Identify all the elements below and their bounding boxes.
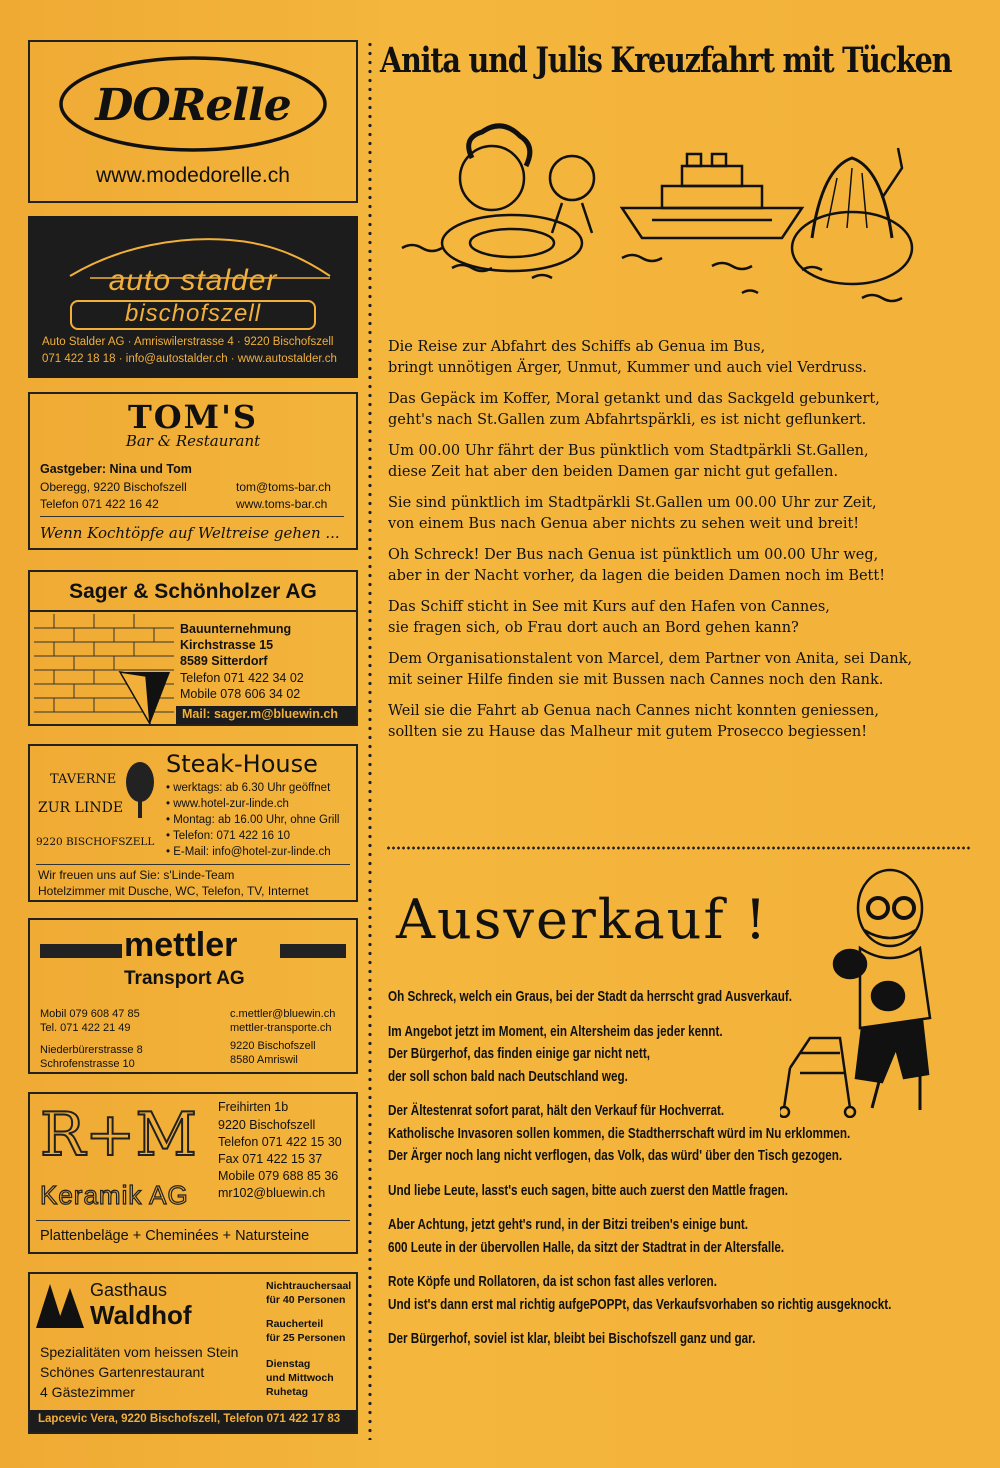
stanza-line: Um 00.00 Uhr fährt der Bus pünktlich vom Stadtpärkli St.Gallen, [388,443,869,459]
stanza-line: sie fragen sich, ob Frau dort auch an Bord gehen kann? [388,620,799,636]
tree-icon [120,760,160,820]
mettler-city-2: 8580 Amriswil [230,1054,298,1066]
stanza-line: Aber Achtung, jetzt geht's rund, in der Bitzi treiben's einige bunt. [388,1216,749,1233]
mettler-phone: Tel. 071 422 21 49 [40,1022,131,1034]
stanza-line: Oh Schreck! Der Bus nach Genua ist pünktlich um 00.00 Uhr weg, [388,547,879,563]
sager-mail[interactable]: Mail: sager.m@bluewin.ch [182,707,338,721]
ad-taverne-zur-linde [28,744,358,902]
brick-wall-icon [34,614,174,726]
ad-auto-stalder [28,216,358,378]
linde-divider [36,864,350,865]
mettler-bar-right [280,944,346,958]
mettler-name: mettler [124,926,238,964]
stanza [388,1180,984,1203]
mettler-address-1: Niederbürerstrasse 8 [40,1044,143,1056]
stanza [388,649,978,691]
auto-stalder-town: bischofszell [124,300,262,327]
article2-title: Ausverkauf ! [396,888,769,951]
stanza-line: Die Reise zur Abfahrt des Schiffs ab Genua im Bus, [388,339,766,355]
waldhof-footer: Lapcevic Vera, 9220 Bischofszell, Telefon 071 422 17 83 [38,1413,341,1425]
waldhof-special-1: Spezialitäten vom heissen Stein [40,1344,239,1360]
stanza [388,1100,984,1168]
linde-bullet-2[interactable]: • www.hotel-zur-linde.ch [166,798,289,810]
stanza [388,597,978,639]
sager-line-2: Kirchstrasse 15 [180,638,274,652]
linde-bullet-5[interactable]: • E-Mail: info@hotel-zur-linde.ch [166,846,331,858]
rm-subtitle: Keramik AG [40,1180,189,1210]
stanza-line: Und ist's dann erst mal richtig aufgePOPPt, das Verkaufsvorhaben so richtig ausgeknockt. [388,1295,892,1313]
stanza-line: der soll schon bald nach Deutschland weg. [388,1067,628,1085]
waldhof-right-4: für 25 Personen [266,1332,346,1344]
toms-subtitle: Bar & Restaurant [125,432,261,450]
stanza-line: Im Angebot jetzt im Moment, ein Altersheim das jeder kennt. [388,1022,723,1040]
stanza [388,1271,984,1316]
stanza-line: Der Ärger noch lang nicht verflogen, das Volk, das würd' über den Tisch gezogen. [388,1147,843,1164]
linde-bullet-3: • Montag: ab 16.00 Uhr, ohne Grill [166,814,340,826]
stanza [388,545,978,587]
stanza-line: Der Bürgerhof, das finden einige gar nicht nett, [388,1045,650,1062]
stanza [388,389,978,431]
mettler-bar-left [40,944,122,958]
toms-address: Oberegg, 9220 Bischofszell [40,480,187,494]
stanza-line: geht's nach St.Gallen zum Abfahrtspärkli, es ist nicht geflunkert. [388,412,867,428]
mettler-web[interactable]: mettler-transporte.ch [230,1022,332,1034]
toms-email[interactable]: tom@toms-bar.ch [236,480,331,494]
ad-toms-bar [28,392,358,550]
stanza-line: 600 Leute in der übervollen Halle, da sitzt der Stadtrat in der Altersfalle. [388,1238,785,1256]
dorelle-logo: DORelle [95,80,291,131]
mettler-subtitle: Transport AG [124,968,245,989]
sager-title: Sager & Schönholzer AG [69,580,317,603]
rm-divider [36,1220,350,1221]
waldhof-name-2: Waldhof [90,1300,192,1330]
rm-line-4: Fax 071 422 15 37 [218,1152,323,1166]
article1-stanzas [388,337,978,743]
article-separator [386,846,972,850]
toms-web[interactable]: www.toms-bar.ch [236,497,328,511]
stanza-line: Der Bürgerhof, soviel ist klar, bleibt bei Bischofszell ganz und gar. [388,1330,756,1347]
stanza [388,701,978,743]
waldhof-name-1: Gasthaus [90,1280,168,1300]
stanza-line: Der Ältestenrat sofort parat, hält den Verkauf für Hochverrat. [388,1102,725,1119]
toms-slogan: Wenn Kochtöpfe auf Weltreise gehen ... [40,524,340,542]
stanza-line: Sie sind pünktlich im Stadtpärkli St.Gallen um 00.00 Uhr zur Zeit, [388,495,877,511]
waldhof-right-3: Raucherteil [266,1318,324,1330]
toms-logo: TOM'S [127,398,258,436]
stanza-line: Weil sie die Fahrt ab Genua nach Cannes nicht konnten geniessen, [388,703,879,719]
sager-line-5: Mobile 078 606 34 02 [180,687,301,701]
auto-stalder-contact: 071 422 18 18 · info@autostalder.ch · www.autostalder.ch [42,353,337,365]
stanza-line: Rote Köpfe und Rollatoren, da ist schon fast alles verloren. [388,1273,717,1290]
ad-rm-keramik [28,1092,358,1254]
sager-line-1: Bauunternehmung [180,622,292,636]
stanza-line: Dem Organisationstalent von Marcel, dem Partner von Anita, sei Dank, [388,651,913,667]
mettler-mobile: Mobil 079 608 47 85 [40,1008,140,1020]
waldhof-right-5: Dienstag [266,1358,311,1370]
auto-stalder-name: auto stalder [108,264,278,297]
linde-title: Steak-House [166,750,318,778]
mettler-email[interactable]: c.mettler@bluewin.ch [230,1008,336,1020]
mettler-address-2: Schrofenstrasse 10 [40,1058,135,1070]
sager-title-rule [30,610,356,612]
stanza-line: diese Zeit hat aber den beiden Damen gar nicht gut gefallen. [388,464,839,480]
stanza-line: Das Gepäck im Koffer, Moral getankt und das Sackgeld gebunkert, [388,391,880,407]
toms-phone: Telefon 071 422 16 42 [40,497,159,511]
linde-logo-2: ZUR LINDE [38,800,124,816]
article2-body [388,986,984,1363]
toms-divider [40,516,344,517]
rm-line-5: Mobile 079 688 85 36 [218,1169,339,1183]
stanza-line: von einem Bus nach Genua aber nichts zu sehen weit und breit! [388,516,860,532]
waldhof-right-7: Ruhetag [266,1386,308,1398]
article1-title: Anita und Julis Kreuzfahrt mit Tücken [380,40,952,81]
stanza-line: Und liebe Leute, lasst's euch sagen, bitte auch zuerst den Mattle fragen. [388,1181,789,1199]
stanza [388,441,978,483]
rm-line-2: 9220 Bischofszell [218,1118,316,1132]
linde-logo-1: TAVERNE [50,772,117,787]
stanza-line: Das Schiff sticht in See mit Kurs auf den Hafen von Cannes, [388,599,830,615]
forest-icon [36,1284,90,1328]
stanza-line: aber in der Nacht vorher, da lagen die beiden Damen noch im Bett! [388,568,886,584]
rm-line-6[interactable]: mr102@bluewin.ch [218,1186,326,1200]
linde-footer-2: Hotelzimmer mit Dusche, WC, Telefon, TV, Internet [38,884,309,898]
ad-sager-schoenholzer [28,570,358,726]
waldhof-right-2: für 40 Personen [266,1294,346,1306]
waldhof-special-2: Schönes Gartenrestaurant [40,1364,205,1380]
ad-gasthaus-waldhof [28,1272,358,1434]
stanza-line: bringt unnötigen Ärger, Unmut, Kummer und auch viel Verdruss. [388,360,867,376]
stanza [388,1021,984,1089]
rm-line-3: Telefon 071 422 15 30 [218,1135,342,1149]
cruise-cartoon-illustration [382,108,972,308]
stanza-line: Oh Schreck, welch ein Graus, bei der Stadt da herrscht grad Ausverkauf. [388,988,793,1005]
rm-logo: R+M [40,1100,197,1170]
sager-line-3: 8589 Sitterdorf [180,654,268,668]
ad-mettler-transport [28,918,358,1074]
auto-stalder-address: Auto Stalder AG · Amriswilerstrasse 4 · 9220 Bischofszell [42,336,334,348]
linde-bullet-1: • werktags: ab 6.30 Uhr geöffnet [166,782,331,794]
column-separator [368,40,372,1440]
toms-hosts: Gastgeber: Nina und Tom [40,462,192,476]
rm-line-1: Freihirten 1b [218,1100,289,1114]
article1-body [388,337,978,753]
waldhof-special-3: 4 Gästezimmer [40,1384,135,1400]
stanza [388,1214,984,1259]
sager-line-4: Telefon 071 422 34 02 [180,671,304,685]
stanza [388,493,978,535]
waldhof-right-1: Nichtrauchersaal [266,1280,352,1292]
article2-stanzas [388,986,984,1351]
stanza-line: sollten sie zu Hause das Malheur mit gutem Prosecco begiessen! [388,724,868,740]
stanza [388,337,978,379]
linde-bullet-4: • Telefon: 071 422 16 10 [166,830,291,842]
stanza [388,1328,984,1351]
stanza-line: mit seiner Hilfe finden sie mit Bussen nach Cannes noch den Rank. [388,672,884,688]
linde-logo-3: 9220 BISCHOFSZELL [36,836,155,848]
linde-footer-1: Wir freuen uns auf Sie: s'Linde-Team [38,868,235,882]
rm-footer: Plattenbeläge + Cheminées + Natursteine [40,1228,310,1244]
mettler-city-1: 9220 Bischofszell [230,1040,316,1052]
ad-dorelle [28,40,358,203]
waldhof-right-6: und Mittwoch [266,1372,334,1384]
dorelle-url[interactable]: www.modedorelle.ch [96,164,290,187]
stanza [388,986,984,1009]
stanza-line: Katholische Invasoren sollen kommen, die Stadtherrschaft würd im Nu erklommen. [388,1124,851,1142]
